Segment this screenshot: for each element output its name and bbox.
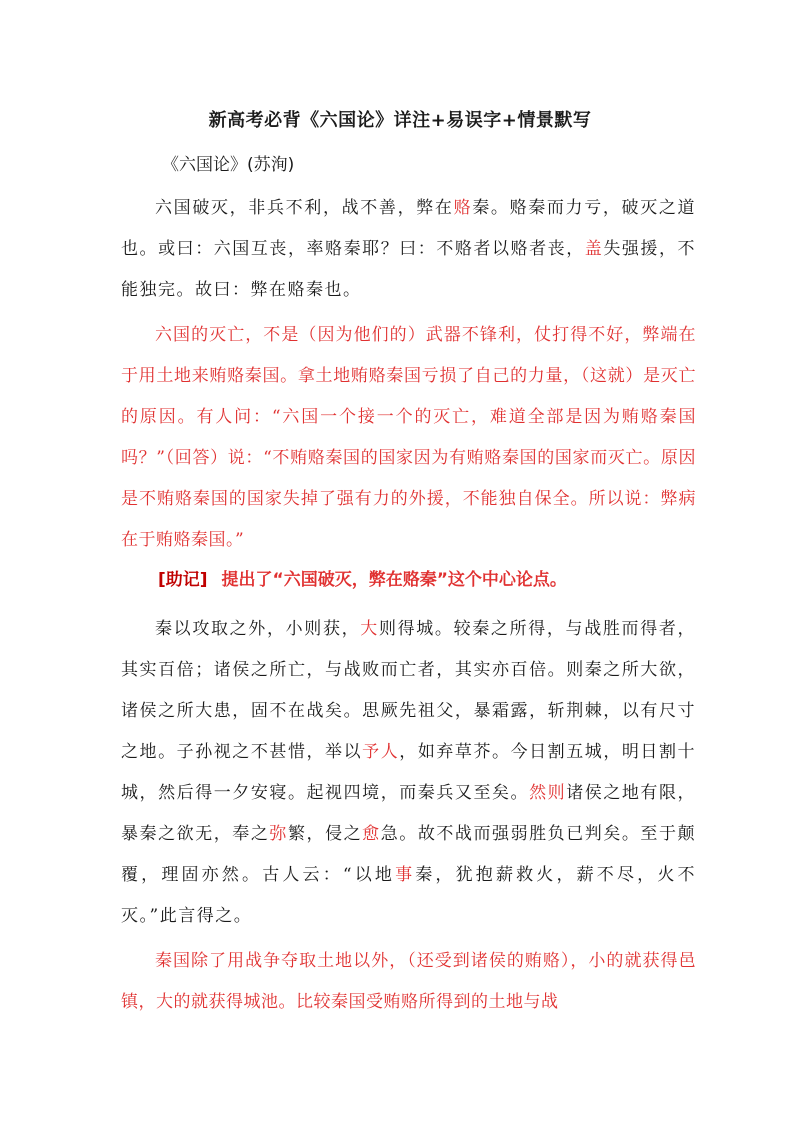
page-title: 新高考必背《六国论》详注+易误字+情景默写 [208,110,592,131]
text-subtitle: 《六国论》(苏洵) [162,155,295,175]
highlighted-char: 大 [360,619,379,639]
memo-text: 提出了“六国破灭，弊在赂秦”这个中心论点。 [221,570,567,590]
highlighted-char: 予人 [362,742,400,762]
highlighted-char: 事 [395,865,416,885]
translation-paragraph-1: 六国的灭亡，不是（因为他们的）武器不锋利，仗打得不好，弊端在于用土地来贿赂秦国。拿土地贿赂秦国亏损了自己的力量，（这就）是灭亡的原因。有人问：“六国一个接一个的灭亡，难道全部是因为贿赂秦国吗？”（回答）说：“不贿赂秦国的国家因为有贿赂秦国的国家而灭亡。原因是不贿赂秦国的国家失掉了强有力的外援，不能独自保全。所以说：弊病在于贿赂秦国。” [121,325,696,550]
highlighted-char: 赂 [453,198,473,218]
original-paragraph-1: 六国破灭，非兵不利，战不善，弊在赂秦。赂秦而力亏，破灭之道也。或曰：六国互丧，率赂秦耶？曰：不赂者以赂者丧，盖失强援，不能独完。故曰：弊在赂秦也。 [121,198,697,300]
memo-tag: [助记] [158,570,208,590]
highlighted-char: 盖 [584,239,604,259]
original-paragraph-2: 秦以攻取之外，小则获，大则得城。较秦之所得，与战胜而得者，其实百倍；诸侯之所亡，与战败而亡者，其实亦百倍。则秦之所大欲，诸侯之所大患，固不在战矣。思厥先祖父，暴霜露，斩荆棘，以有尺寸之地。子孙视之不甚惜，举以予人，如弃草芥。今日割五城，明日割十城，然后得一夕安寝。起视四境，而秦兵又至矣。然则诸侯之地有限，暴秦之欲无，奉之弥繁，侵之愈急。故不战而强弱胜负已判矣。至于颠覆，理固亦然。古人云：“以地事秦，犹抱薪救火，薪不尽，火不灭。”此言得之。 [121,619,697,926]
memo-note [158,565,567,590]
highlighted-char: 弥 [269,824,288,844]
highlighted-char: 愈 [362,824,381,844]
translation-paragraph-2: 秦国除了用战争夺取土地以外，（还受到诸侯的贿赂），小的就获得邑镇，大的就获得城池。比较秦国受贿赂所得到的土地与战 [121,951,696,1012]
highlighted-char: 然则 [529,783,567,803]
